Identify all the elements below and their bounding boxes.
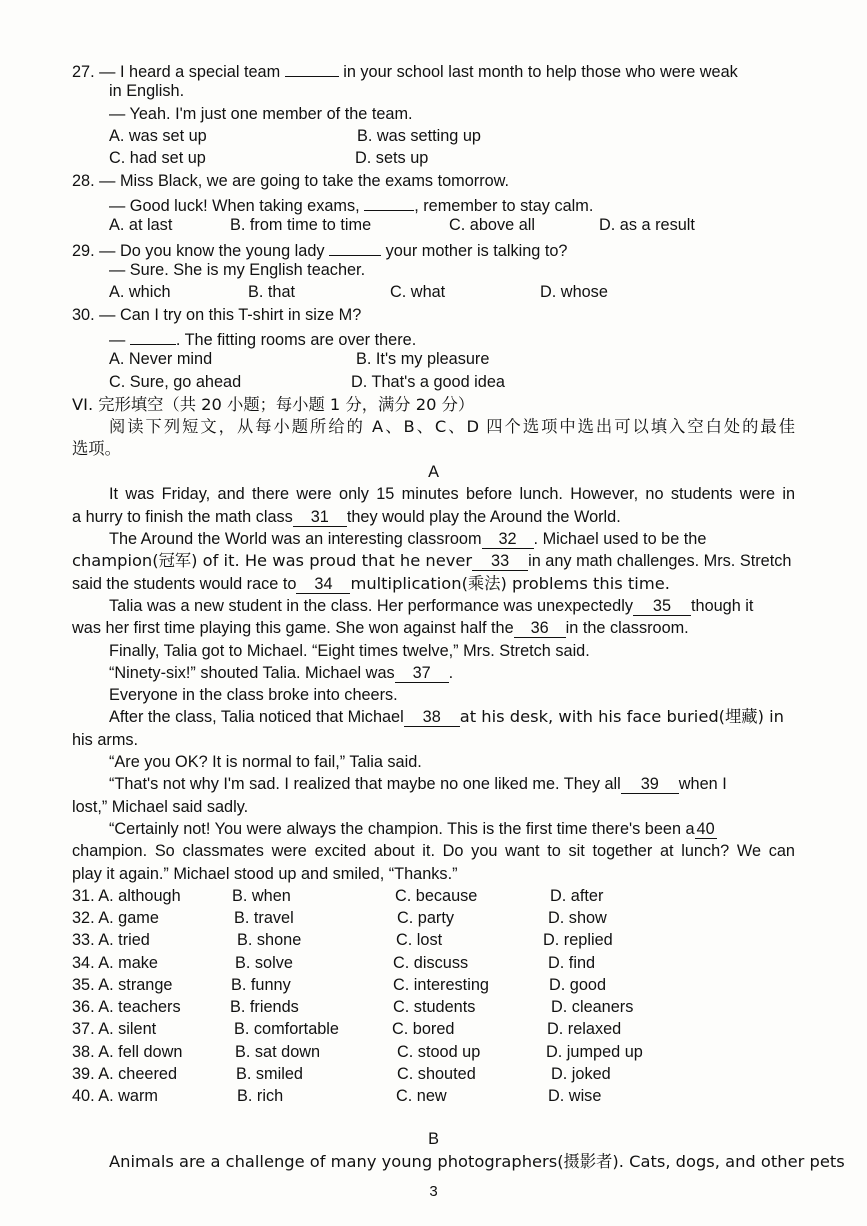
passage-a-line [109,528,706,550]
q27-option-b: B. was setting up [357,127,481,145]
option-row-36-b: B. friends [230,998,299,1016]
section-instructions-line2: 选项。 [72,439,121,458]
option-row-40-b: B. rich [237,1087,284,1105]
passage-a-line [72,617,689,639]
passage-text: champion(冠军) of it. He was proud that he never [72,551,473,570]
passage-text: when I [678,775,727,793]
option-row-36-c: C. students [393,998,476,1016]
option-row-39-c: C. shouted [397,1065,476,1083]
option-row-32-b: B. travel [234,909,294,927]
passage-text: After the class, Talia noticed that Michael [109,708,404,726]
blank-36: 36 [514,619,566,638]
section-heading: VI. 完形填空（共 20 小题；每小题 1 分，满分 20 分） [72,395,475,414]
q29-option-b: B. that [248,283,296,301]
passage-a-line: champion. So classmates were excited about it. Do you want to sit together at lunch? We can [72,842,795,860]
passage-a-line [109,773,727,795]
option-row-34-a: 34. A. make [72,954,158,972]
q28-line1: 28. — Miss Black, we are going to take the exams tomorrow. [72,172,510,190]
q29-option-d: D. whose [540,283,608,301]
blank-33: 33 [472,552,528,571]
option-row-37-b: B. comfortable [234,1020,339,1038]
blank-40: 40 [696,820,715,838]
q29-line2: — Sure. She is my English teacher. [109,261,366,279]
option-row-35-d: D. good [549,976,607,994]
q29-option-a: A. which [109,283,171,301]
q27-stem-start: 27. — I heard a special team [72,63,281,81]
option-row-37-a: 37. A. silent [72,1020,157,1038]
blank-37: 37 [395,664,449,683]
option-row-33-c: C. lost [396,931,443,949]
passage-a-line [109,595,753,617]
passage-a-line [109,818,717,840]
passage-text: at his desk, with his face buried(埋藏) in [459,707,784,726]
passage-a-line [109,706,784,728]
q30-option-b: B. It's my pleasure [356,350,490,368]
option-row-38-b: B. sat down [235,1043,321,1061]
passage-a-line [72,550,791,572]
option-row-32-d: D. show [548,909,607,927]
passage-a-line: Everyone in the class broke into cheers. [109,686,398,704]
blank-31: 31 [293,508,347,527]
q27-stem-end: in your school last month to help those who were weak [343,63,738,81]
passage-b-title: B [428,1130,439,1148]
option-row-37-c: C. bored [392,1020,455,1038]
passage-a-line: “Are you OK? It is normal to fail,” Talia said. [109,753,422,771]
option-row-39-d: D. joked [551,1065,611,1083]
option-row-35-a: 35. A. strange [72,976,173,994]
passage-text: The Around the World was an interesting classroom [109,530,482,548]
q28-option-d: D. as a result [599,216,695,234]
blank-39: 39 [621,775,679,794]
q29-blank [329,237,381,256]
q30-stem-end: . The fitting rooms are over there. [175,331,417,349]
q27-line2: in English. [109,82,185,100]
passage-text: “Certainly not! You were always the champion. This is the first time there's been a [109,820,695,838]
q29-option-c: C. what [390,283,446,301]
passage-text: . Michael used to be the [533,530,707,548]
q29-stem-start: 29. — Do you know the young lady [72,242,325,260]
blank-34: 34 [296,575,350,594]
option-row-32-a: 32. A. game [72,909,159,927]
q28-option-b: B. from time to time [230,216,372,234]
option-row-34-d: D. find [548,954,596,972]
passage-a-title: A [428,463,439,481]
passage-a-line: lost,” Michael said sadly. [72,798,249,816]
passage-text: “That's not why I'm sad. I realized that maybe no one liked me. They all [109,775,621,793]
option-row-38-a: 38. A. fell down [72,1043,183,1061]
passage-text: multiplication(乘法) problems this time. [350,574,670,593]
passage-a-line: play it again.” Michael stood up and smiled, “Thanks.” [72,865,458,883]
option-row-40-a: 40. A. warm [72,1087,158,1105]
q28-option-c: C. above all [449,216,535,234]
option-row-33-d: D. replied [543,931,613,949]
option-row-39-a: 39. A. cheered [72,1065,178,1083]
q27-blank [285,58,339,77]
section-instructions-line1: 阅读下列短文，从每小题所给的 A、B、C、D 四个选项中选出可以填入空白处的最佳 [109,417,795,436]
passage-text: in the classroom. [565,619,689,637]
option-row-32-c: C. party [397,909,455,927]
q28-blank [364,192,414,211]
passage-text: they would play the Around the World. [346,508,621,526]
q30-dash: — [109,331,126,349]
option-row-35-c: C. interesting [393,976,489,994]
passage-a-line: his arms. [72,731,139,749]
option-row-37-d: D. relaxed [547,1020,622,1038]
option-row-36-d: D. cleaners [551,998,634,1016]
passage-a-line [109,662,453,684]
passage-a-line: Finally, Talia got to Michael. “Eight times twelve,” Mrs. Stretch said. [109,642,590,660]
q30-blank [130,326,176,345]
option-row-40-d: D. wise [548,1087,602,1105]
option-row-34-b: B. solve [235,954,293,972]
option-row-38-d: D. jumped up [546,1043,643,1061]
q30-option-d: D. That's a good idea [351,373,505,391]
passage-a-line: It was Friday, and there were only 15 minutes before lunch. However, no students were in [109,485,795,503]
page-number: 3 [429,1183,438,1200]
option-row-31-c: C. because [395,887,478,905]
q27-option-a: A. was set up [109,127,207,145]
q30-option-a: A. Never mind [109,350,213,368]
passage-a-line [72,573,670,595]
option-row-39-b: B. smiled [236,1065,303,1083]
q27-line3: — Yeah. I'm just one member of the team. [109,105,413,123]
option-row-38-c: C. stood up [397,1043,481,1061]
passage-text: said the students would race to [72,575,297,593]
passage-text: “Ninety-six!” shouted Talia. Michael was [109,664,395,682]
q28-stem-start: — Good luck! When taking exams, [109,197,360,215]
q30-option-c: C. Sure, go ahead [109,373,242,391]
option-row-33-a: 33. A. tried [72,931,150,949]
passage-text: a hurry to finish the math class [72,508,293,526]
q30-line1: 30. — Can I try on this T-shirt in size M? [72,306,362,324]
q28-option-a: A. at last [109,216,173,234]
passage-b-line: Animals are a challenge of many young photographers(摄影者). Cats, dogs, and other pets [109,1152,845,1171]
blank-38: 38 [404,708,460,727]
blank-35: 35 [633,597,691,616]
passage-text: Talia was a new student in the class. Her performance was unexpectedly [109,597,633,615]
option-row-40-c: C. new [396,1087,447,1105]
passage-a-line [72,506,621,528]
q29-stem-end: your mother is talking to? [385,242,568,260]
option-row-35-b: B. funny [231,976,291,994]
passage-text: . [448,664,454,682]
option-row-31-a: 31. A. although [72,887,181,905]
option-row-31-d: D. after [550,887,604,905]
option-row-33-b: B. shone [237,931,302,949]
option-row-34-c: C. discuss [393,954,469,972]
passage-text: was her first time playing this game. She won against half the [72,619,514,637]
passage-text: though it [690,597,754,615]
passage-text: in any math challenges. Mrs. Stretch [528,552,792,570]
blank-32: 32 [482,530,534,549]
q27-option-d: D. sets up [355,149,429,167]
q28-stem-end: , remember to stay calm. [414,197,594,215]
option-row-31-b: B. when [232,887,291,905]
option-row-36-a: 36. A. teachers [72,998,181,1016]
q27-option-c: C. had set up [109,149,206,167]
